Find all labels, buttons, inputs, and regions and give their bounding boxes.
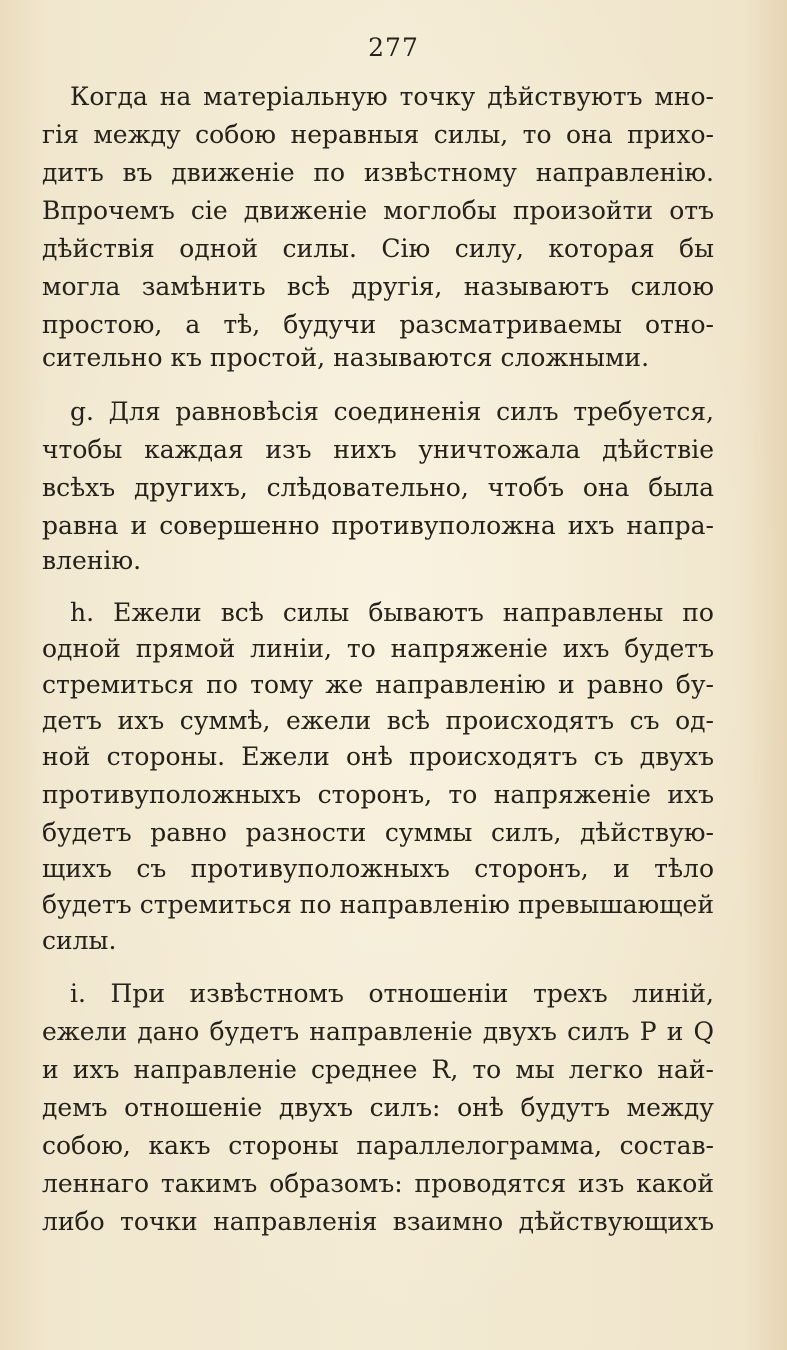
text-line: Когда на матеріальную точку дѣйствуютъ мно- [70, 82, 714, 111]
text-line: собою, какъ стороны параллелограмма, состав- [42, 1131, 714, 1160]
text-line: дѣйствія одной силы. Сію силу, которая бы [42, 234, 714, 263]
text-line: будетъ равно разности суммы силъ, дѣйствую- [42, 818, 714, 847]
text-line: леннаго такимъ образомъ: проводятся изъ какой [42, 1169, 714, 1198]
text-line: дитъ въ движеніе по извѣстному направленію. [42, 158, 714, 187]
text-line: демъ отношеніе двухъ силъ: онѣ будутъ между [42, 1093, 714, 1122]
text-line: детъ ихъ суммѣ, ежели всѣ происходятъ съ од- [42, 706, 714, 735]
text-line: будетъ стремиться по направленію превышающей [42, 890, 714, 919]
text-line: ной стороны. Ежели онѣ происходятъ съ двухъ [42, 742, 714, 771]
text-line: Впрочемъ сіе движеніе моглобы произойти отъ [42, 196, 714, 225]
text-line: гія между собою неравныя силы, то она прихо- [42, 120, 714, 149]
text-line: стремиться по тому же направленію и равно бу- [42, 670, 714, 699]
text-line: силы. [42, 926, 117, 955]
text-line: простою, а тѣ, будучи разсматриваемы отно- [42, 310, 714, 339]
text-line: либо точки направленія взаимно дѣйствующихъ [42, 1207, 714, 1236]
text-line: одной прямой линіи, то напряженіе ихъ будетъ [42, 634, 714, 663]
text-line: h. Ежели всѣ силы бываютъ направлены по [70, 598, 714, 627]
text-line: i. При извѣстномъ отношеніи трехъ линій, [70, 979, 714, 1008]
text-line: вленію. [42, 546, 142, 575]
text-line: щихъ съ противуположныхъ сторонъ, и тѣло [42, 854, 714, 883]
text-line: и ихъ направленіе среднее R, то мы легко най- [42, 1055, 714, 1084]
text-line: сительно къ простой, называются сложными. [42, 343, 650, 372]
text-line: g. Для равновѣсія соединенія силъ требуется, [70, 397, 714, 426]
text-line: чтобы каждая изъ нихъ уничтожала дѣйствіе [42, 435, 714, 464]
text-line: ежели дано будетъ направленіе двухъ силъ P и Q [42, 1017, 714, 1046]
text-line: могла замѣнить всѣ другія, называютъ силою [42, 272, 714, 301]
page-number: 277 [368, 33, 419, 62]
text-line: противуположныхъ сторонъ, то напряженіе ихъ [42, 780, 714, 809]
text-line: всѣхъ другихъ, слѣдовательно, чтобъ она была [42, 473, 714, 502]
text-line: равна и совершенно противуположна ихъ напра- [42, 511, 714, 540]
